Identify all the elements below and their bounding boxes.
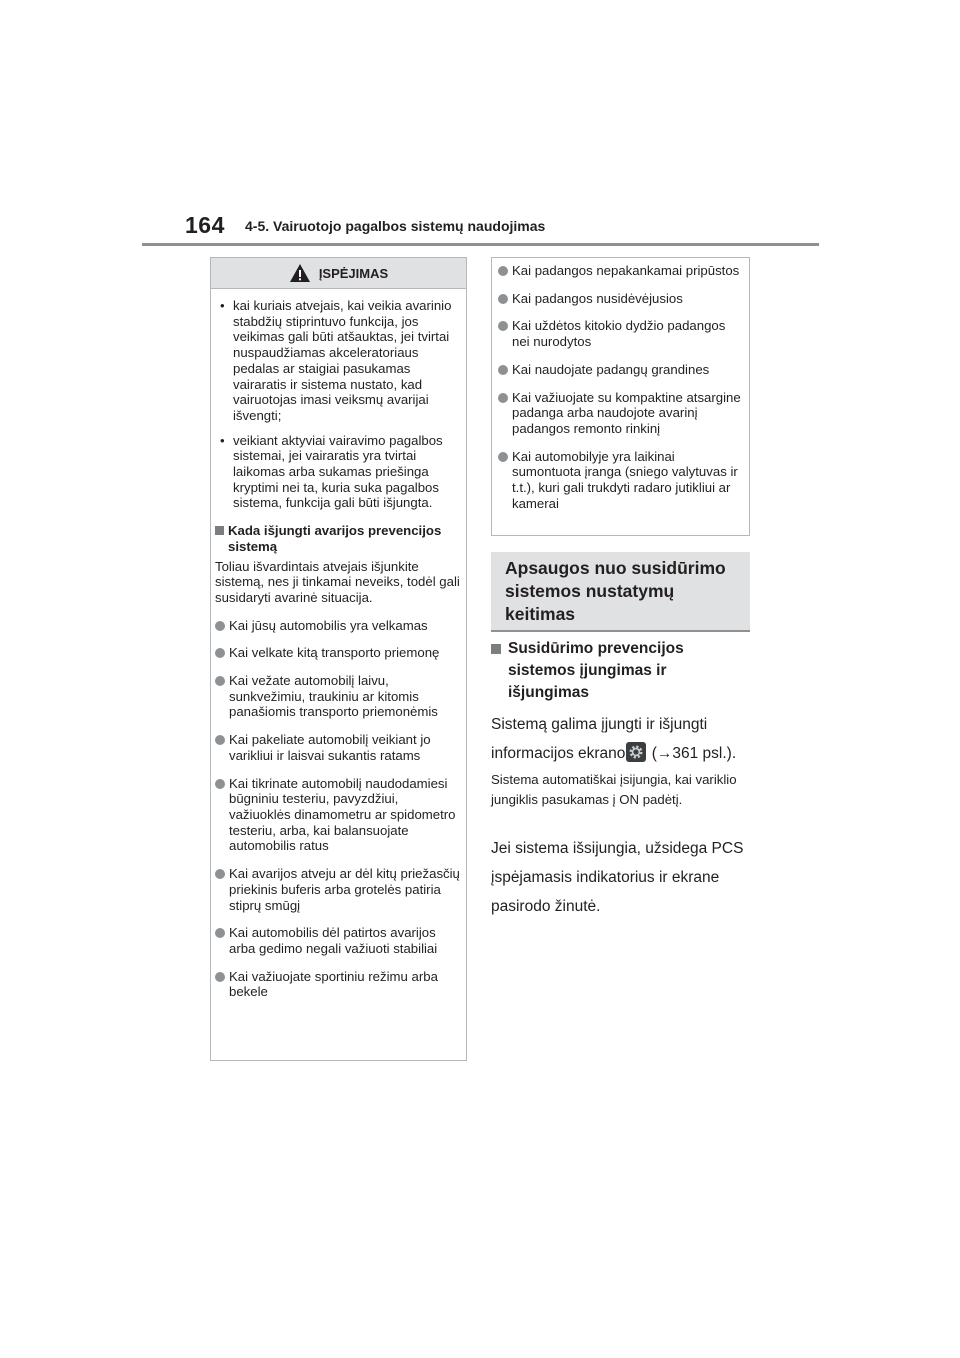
warning-subheading-text: Kada išjungti avarijos prevencijos sistemą [228, 523, 442, 554]
list-item [498, 390, 743, 437]
warning-bullet-text: Kai jūsų automobilis yra velkamas [229, 617, 428, 633]
round-bullet-icon [215, 928, 225, 938]
round-bullet-icon [215, 869, 225, 879]
page-reference: (→361 psl.). [647, 745, 737, 762]
warning-header [211, 258, 466, 289]
settings-paragraph-2: Sistema automatiškai įsijungia, kai variklio jungiklis pasukamas į ON padėtį. [491, 772, 737, 807]
list-item-text: Kai padangos nusidėvėjusios [512, 290, 683, 306]
round-bullet-icon [215, 779, 225, 789]
list-item [498, 449, 743, 512]
settings-section-heading: Apsaugos nuo susidūrimo sistemos nustatymų keitimas [491, 552, 750, 632]
warning-bullet-text: Kai avarijos atveju ar dėl kitų priežasčių priekinis buferis arba grotelės patiria stiprų smūgį [229, 866, 460, 913]
warning-bullet [215, 645, 462, 661]
warning-bullet-text: Kai automobilis dėl patirtos avarijos arba gedimo negali važiuoti stabiliai [229, 925, 438, 956]
paragraph-text: Sistemą galima įjungti ir išjungti informacijos ekrano [491, 716, 708, 762]
warning-dash-item: • veikiant aktyviai vairavimo pagalbos sistemai, jei vairaratis yra tvirtai laikomas arba sukamas priešinga kryptimi nei ta, kuria suka pagalbos sistema, funkcija gali būti išjungta. [217, 433, 462, 512]
round-bullet-icon [215, 735, 225, 745]
round-bullet-icon [215, 648, 225, 658]
header-rule [142, 243, 819, 246]
round-bullet-icon [215, 972, 225, 982]
warning-bullet [215, 776, 462, 855]
square-bullet-icon [491, 644, 501, 654]
list-item [498, 318, 743, 349]
round-bullet-icon [498, 393, 508, 403]
list-item-text: Kai uždėtos kitokio dydžio padangos nei nurodytos [512, 318, 726, 350]
warning-bullet-text: Kai važiuojate sportiniu režimu arba bekele [229, 968, 438, 1000]
list-item [498, 362, 743, 378]
round-bullet-icon [498, 452, 508, 462]
warning-title: ĮSPĖJIMAS [318, 265, 389, 281]
round-bullet-icon [498, 294, 508, 304]
warning-bullet-text: Kai pakeliate automobilį veikiant jo varikliui ir laisvai sukantis ratams [229, 732, 431, 763]
settings-subheading [491, 638, 751, 704]
section-title: 4-5. Vairuotojo pagalbos sistemų naudojimas [245, 218, 546, 234]
conditions-list-box [491, 257, 750, 536]
round-bullet-icon [498, 365, 508, 375]
warning-bullet [215, 925, 462, 956]
list-item-text: Kai naudojate padangų grandines [512, 361, 710, 377]
list-item [498, 291, 743, 307]
warning-bullet [215, 673, 462, 720]
warning-bullet-text: Kai velkate kitą transporto priemonę [229, 645, 440, 661]
warning-bullet [215, 969, 462, 1000]
warning-bullet [215, 732, 462, 763]
warning-bullet-text: Kai vežate automobilį laivu, sunkvežimiu, traukiniu ar kitomis panašiomis transporto priemonėmis [229, 673, 438, 720]
round-bullet-icon [215, 621, 225, 631]
warning-triangle-icon [289, 263, 311, 283]
warning-dash-item: • kai kuriais atvejais, kai veikia avarinio stabdžių stiprintuvo funkcija, jos veikimas gali būti atšauktas, jei tvirtai nuspaudžiamas akceleratoriaus pedalas ar staigiai pasukamas vairaratis ir sistema nustato, kad vairuotojas imasi veiksmų avarijai išvengti; [217, 298, 462, 424]
settings-subheading-text: Susidūrimo prevencijos sistemos įjungimas ir išjungimas [508, 640, 684, 701]
list-item-text: Kai važiuojate su kompaktine atsargine padanga arba naudojote avarinį padangos remonto rinkinį [512, 389, 741, 436]
warning-bullet [215, 618, 462, 634]
page-number: 164 [185, 212, 225, 238]
list-item-text: Kai padangos nepakankamai pripūstos [512, 263, 740, 278]
list-item-text: Kai automobilyje yra laikinai sumontuota įranga (sniego valytuvas ir t.t.), kuri gali trukdyti radaro jutikliui ar kamerai [512, 448, 738, 511]
warning-bullet-text: Kai tikrinate automobilį naudodamiesi būgniniu testeriu, pavyzdžiui, važiuoklės dinamometru ar spidometro testeriu, arba, kai balansuojate automobilis ratus [229, 775, 456, 854]
settings-paragraph-1 [491, 710, 753, 768]
settings-paragraph-3: Jei sistema išsijungia, užsidega PCS įspėjamasis indikatorius ir ekrane pasirodo žinutė. [491, 840, 744, 915]
round-bullet-icon [215, 676, 225, 686]
round-bullet-icon [498, 321, 508, 331]
warning-body [211, 298, 466, 1000]
warning-intro: Toliau išvardintais atvejais išjunkite sistemą, nes ji tinkamai neveiks, todėl gali susidaryti avarinė situacija. [215, 558, 460, 605]
warning-box [210, 257, 467, 1061]
warning-subheading [215, 523, 462, 554]
round-bullet-icon [498, 266, 508, 276]
settings-gear-icon [626, 742, 646, 762]
list-item [498, 263, 743, 279]
warning-bullet [215, 866, 462, 913]
square-bullet-icon [215, 526, 224, 535]
